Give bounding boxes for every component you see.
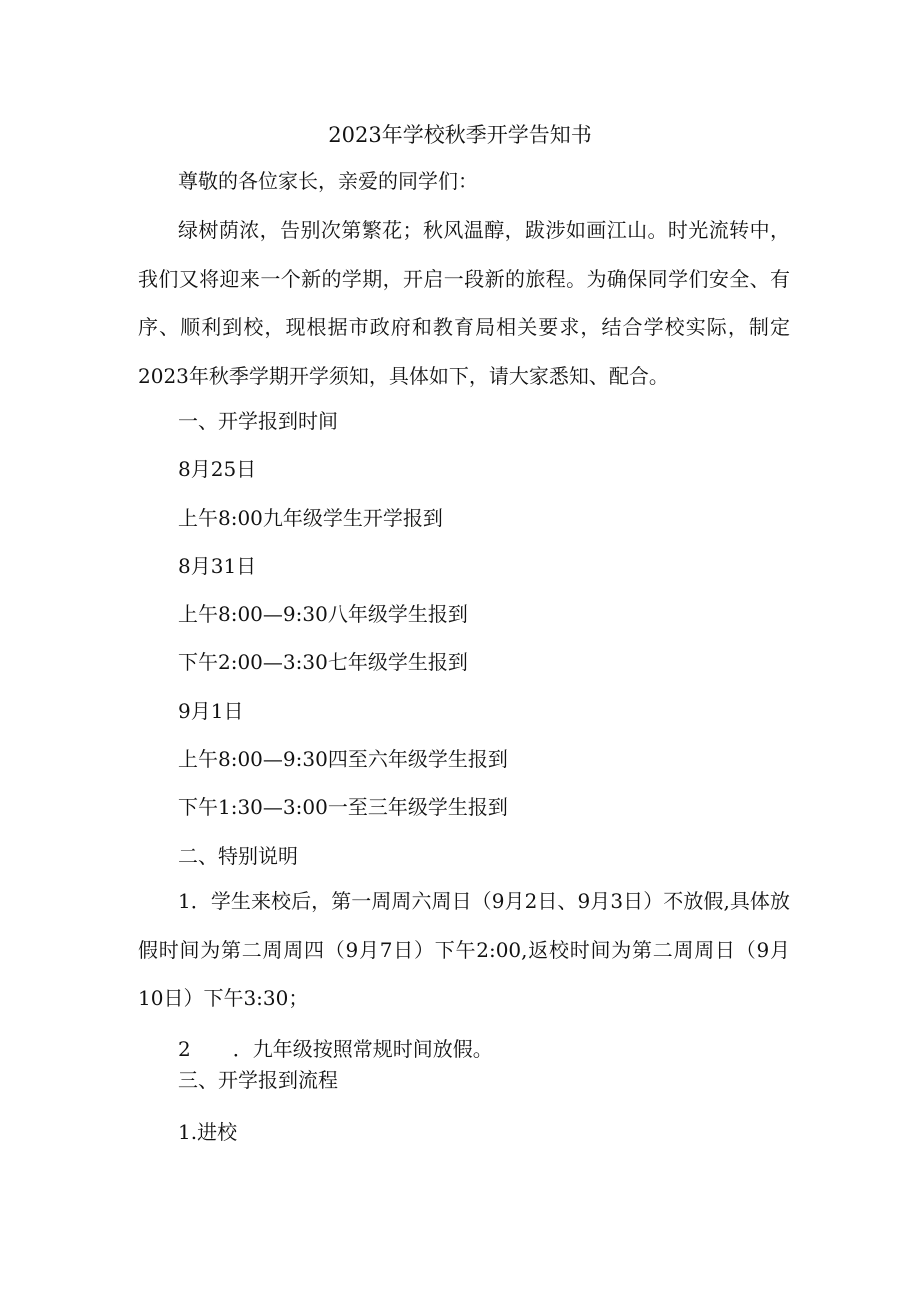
schedule-item-grades-4-6: 上午8:00—9:30四至六年级学生报到 (178, 747, 508, 771)
special-note-2 (178, 1035, 493, 1063)
date-aug-25: 8月25日 (178, 457, 257, 481)
special-note-2-number: 2 (178, 1037, 191, 1061)
date-sep-1: 9月1日 (178, 699, 244, 723)
greeting: 尊敬的各位家长，亲爱的同学们： (178, 169, 478, 193)
document-title: 2023年学校秋季开学告知书 (328, 123, 592, 147)
schedule-item-grade-8: 上午8:00—9:30八年级学生报到 (178, 602, 468, 626)
schedule-item-grade-9: 上午8:00九年级学生开学报到 (178, 506, 443, 530)
section-3-heading: 三、开学报到流程 (178, 1068, 338, 1092)
schedule-item-grades-1-3: 下午1:30—3:00一至三年级学生报到 (178, 795, 508, 819)
section-2-heading: 二、特别说明 (178, 844, 298, 868)
special-note-2-text: ．九年级按照常规时间放假。 (232, 1037, 493, 1061)
schedule-item-grade-7: 下午2:00—3:30七年级学生报到 (178, 650, 468, 674)
intro-paragraph: 绿树荫浓，告别次第繁花；秋风温醇，跋涉如画江山。时光流转中，我们又将迎来一个新的学期，开启一段新的旅程。为确保同学们安全、有序、顺利到校，现根据市政府和教育局相关要求，结合学校实际，制定2023年秋季学期开学须知，具体如下，请大家悉知、配合。 (138, 218, 790, 388)
special-note-1: 1．学生来校后，第一周周六周日（9月2日、9月3日）不放假,具体放假时间为第二周周四（9月7日）下午2:00,返校时间为第二周周日（9月10日）下午3:30； (138, 889, 790, 1010)
process-item-enter-school: 1.进校 (178, 1120, 238, 1144)
date-aug-31: 8月31日 (178, 554, 257, 578)
section-1-heading: 一、开学报到时间 (178, 409, 338, 433)
